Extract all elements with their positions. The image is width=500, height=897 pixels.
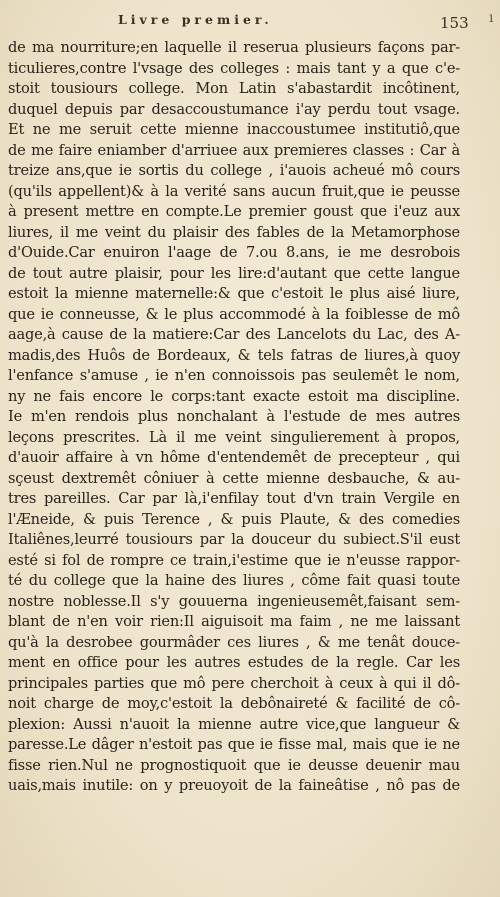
text-line: nostre noblesse.Il s'y gouuerna ingenieusemêt,faisant sem-	[8, 592, 460, 610]
text-line: liures, il me veint du plaisir des fables de la Metamorphose	[8, 223, 460, 241]
text-line: sçeust dextremêt côniuer à cette mienne desbauche, & au-	[8, 469, 460, 487]
text-line: blant de n'en voir rien:Il aiguisoit ma faim , ne me laissant	[8, 613, 460, 630]
text-line: l'enfance s'amuse , ie n'en connoissois pas seulemêt le nom,	[8, 367, 460, 384]
text-line: Ie m'en rendois plus nonchalant à l'estude de mes autres	[8, 408, 460, 425]
text-line: aage,à cause de la matiere:Car des Lancelots du Lac, des A-	[8, 326, 460, 343]
text-line: té du college que la haine des liures , côme fait quasi toute	[8, 572, 460, 589]
text-line: ment en office pour les autres estudes de la regle. Car les	[8, 654, 460, 671]
page-number: 153	[440, 14, 469, 32]
text-line: de ma nourriture;en laquelle il reserua plusieurs façons par-	[8, 39, 460, 56]
text-line: estoit la mienne maternelle:& que c'estoit le plus aisé liure,	[8, 285, 460, 302]
text-line: ticulieres,contre l'vsage des colleges : mais tant y a que c'e-	[8, 59, 460, 77]
text-line: Italiênes,leurré tousiours par la douceur du subiect.S'il eust	[8, 531, 460, 548]
text-line: duquel depuis par desaccoustumance i'ay perdu tout vsage.	[8, 100, 460, 118]
text-line: tres pareilles. Car par là,i'enfilay tout d'vn train Vergile en	[8, 490, 460, 507]
text-line: madis,des Huôs de Bordeaux, & tels fatras de liures,à quoy	[8, 346, 460, 364]
text-line: l'Æneide, & puis Terence , & puis Plaute, & des comedies	[8, 510, 460, 528]
text-line: à present mettre en compte.Le premier goust que i'euz aux	[8, 203, 460, 220]
text-line: de tout autre plaisir, pour les lire:d'autant que cette langue	[8, 264, 460, 282]
text-line: (qu'ils appellent)& à la verité sans aucun fruit,que ie peusse	[8, 182, 460, 200]
margin-mark: ı	[489, 10, 494, 26]
text-line: plexion: Aussi n'auoit la mienne autre vice,que langueur &	[8, 715, 460, 733]
text-line: principales parties que mô pere cherchoit à ceux à qui il dô-	[8, 674, 460, 692]
text-line: ny ne fais encore le corps:tant exacte estoit ma discipline.	[8, 387, 460, 405]
text-line: noit charge de moy,c'estoit la debônaireté & facilité de cô-	[8, 695, 460, 712]
text-line: de me faire eniamber d'arriuee aux premieres classes : Car à	[8, 141, 460, 159]
text-line: stoit tousiours college. Mon Latin s'abastardit incôtinent,	[8, 80, 460, 97]
text-line: leçons prescrites. Là il me veint singulierement à propos,	[8, 428, 460, 446]
text-line: uais,mais inutile: on y preuoyoit de la faineâtise , nô pas de	[8, 777, 460, 794]
text-line: d'auoir affaire à vn hôme d'entendemêt de precepteur , qui	[8, 449, 460, 466]
text-line: paresse.Le dâger n'estoit pas que ie fisse mal, mais que ie ne	[8, 736, 460, 753]
text-line: Et ne me seruit cette mienne inaccoustumee institutiô,que	[8, 121, 460, 138]
text-line: treize ans,que ie sortis du college , i'auois acheué mô cours	[8, 162, 460, 179]
text-line: d'Ouide.Car enuiron l'aage de 7.ou 8.ans, ie me desrobois	[8, 244, 460, 261]
running-head: Livre premier.	[118, 12, 273, 27]
text-line: que ie conneusse, & le plus accommodé à la foiblesse de mô	[8, 305, 460, 323]
body-text	[8, 38, 460, 797]
text-line: esté si fol de rompre ce train,i'estime que ie n'eusse rappor-	[8, 551, 460, 569]
text-line: qu'à la desrobee gourmâder ces liures , & me tenât douce-	[8, 633, 460, 651]
text-line: fisse rien.Nul ne prognostiquoit que ie deusse deuenir mau	[8, 756, 460, 774]
